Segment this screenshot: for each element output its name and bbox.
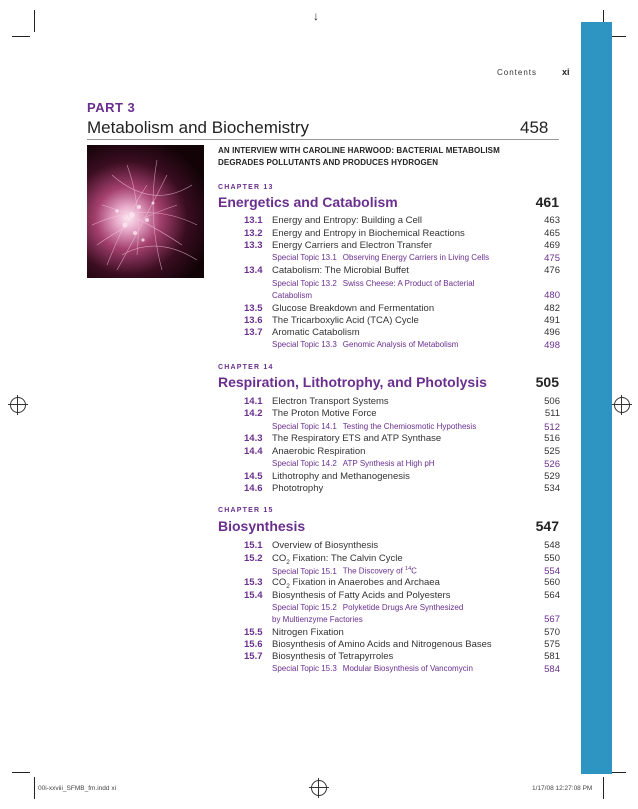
- section-number: 13.2: [244, 228, 263, 239]
- section-page: 469: [544, 240, 560, 251]
- section-page: 584: [544, 664, 560, 675]
- toc-entry: [244, 396, 560, 408]
- section-page: 506: [544, 396, 560, 407]
- section-title: Overview of Biosynthesis: [272, 540, 379, 551]
- special-topic-entry: [244, 253, 560, 265]
- section-page: 570: [544, 627, 560, 638]
- section-title: Aromatic Catabolism: [272, 327, 360, 338]
- section-number: 14.6: [244, 483, 263, 494]
- section-page: 512: [544, 422, 560, 433]
- running-header-contents: Contents: [497, 68, 538, 77]
- chapter-page: 461: [535, 194, 559, 210]
- toc-entry: [244, 590, 560, 602]
- toc-entry: [244, 315, 560, 327]
- section-page: 480: [544, 290, 560, 301]
- section-title: Glucose Breakdown and Fermentation: [272, 303, 435, 314]
- section-title: Nitrogen Fixation: [272, 627, 344, 638]
- special-topic-title-cont: by Multienzyme Factories: [272, 615, 363, 624]
- crop-mark: [34, 777, 35, 799]
- special-topic-label: Special Topic 13.2: [272, 279, 337, 288]
- interview-line: AN INTERVIEW WITH CAROLINE HARWOOD: BACTERIAL METABOLISM: [218, 146, 500, 155]
- toc-entry: [244, 627, 560, 639]
- section-title: Energy and Entropy in Biochemical Reactions: [272, 228, 465, 239]
- crop-mark: [34, 10, 35, 32]
- footer-file-slug: 00i-xxviii_SFMB_fm.indd xi: [38, 785, 117, 792]
- special-topic-label: Special Topic 15.2: [272, 603, 337, 612]
- registration-mark-icon: [10, 397, 26, 413]
- interview-line: DEGRADES POLLUTANTS AND PRODUCES HYDROGEN: [218, 158, 439, 167]
- special-topic-title: Testing the Chemiosmotic Hypothesis: [342, 422, 477, 431]
- section-page: 550: [544, 553, 560, 564]
- section-page: 581: [544, 651, 560, 662]
- section-number: 15.3: [244, 577, 263, 588]
- chapter-title: Respiration, Lithotrophy, and Photolysis: [218, 374, 487, 390]
- section-title: Phototrophy: [272, 483, 324, 494]
- section-title: The Respiratory ETS and ATP Synthase: [272, 433, 442, 444]
- special-topic-label: Special Topic 14.1: [272, 422, 337, 431]
- toc-entry: [244, 577, 560, 589]
- chapter-title: Biosynthesis: [218, 518, 306, 534]
- section-page: 476: [544, 265, 560, 276]
- section-page: 575: [544, 639, 560, 650]
- interview-title: [218, 145, 500, 169]
- special-topic-title: Observing Energy Carriers in Living Cells: [342, 253, 490, 262]
- registration-mark-icon: [614, 397, 630, 413]
- section-title: The Proton Motive Force: [272, 408, 377, 419]
- toc-entry: [244, 327, 560, 339]
- section-title: Lithotrophy and Methanogenesis: [272, 471, 410, 482]
- toc-entry: [244, 433, 560, 445]
- section-title: [272, 553, 403, 566]
- toc-entry: [244, 471, 560, 483]
- toc-entry: [244, 651, 560, 663]
- section-title: [272, 577, 440, 590]
- part-title: Metabolism and Biochemistry: [87, 118, 310, 137]
- crop-mark: [12, 36, 30, 37]
- section-title-rest: Fixation in Anaerobes and Archaea: [289, 577, 440, 588]
- toc-entry: [244, 408, 560, 420]
- toc-entry: [244, 228, 560, 240]
- special-topic-title: Modular Biosynthesis of Vancomycin: [342, 664, 473, 673]
- toc-entry: [244, 540, 560, 552]
- special-topic-entry: [244, 459, 560, 471]
- formula-subscript: 2: [286, 558, 290, 566]
- toc-entry: [244, 215, 560, 227]
- section-title: Energy Carriers and Electron Transfer: [272, 240, 432, 251]
- section-title: The Tricarboxylic Acid (TCA) Cycle: [272, 315, 419, 326]
- section-page: 463: [544, 215, 560, 226]
- section-page: 564: [544, 590, 560, 601]
- toc-entry: [244, 483, 560, 495]
- section-title: Energy and Entropy: Building a Cell: [272, 215, 422, 226]
- section-page: 511: [544, 408, 560, 419]
- special-topic-entry: [244, 279, 560, 303]
- section-number: 14.5: [244, 471, 263, 482]
- section-number: 15.7: [244, 651, 263, 662]
- section-number: 15.4: [244, 590, 263, 601]
- section-title-rest: Fixation: The Calvin Cycle: [289, 553, 403, 564]
- running-header-page-number: xi: [562, 67, 570, 77]
- toc-entry: [244, 303, 560, 315]
- footer-timestamp: 1/17/08 12:27:08 PM: [532, 785, 593, 792]
- section-title: Catabolism: The Microbial Buffet: [272, 265, 409, 276]
- special-topic-label: Special Topic 15.1: [272, 566, 337, 576]
- special-topic-title-rest: C: [411, 566, 417, 576]
- special-topic-label: Special Topic 13.1: [272, 253, 337, 262]
- micrograph-texture: [87, 145, 204, 278]
- special-topic-label: Special Topic 15.3: [272, 664, 337, 673]
- formula-co: CO: [272, 577, 287, 588]
- special-topic-title: Genomic Analysis of Metabolism: [342, 340, 459, 349]
- section-title: Biosynthesis of Tetrapyrroles: [272, 651, 394, 662]
- chapter-page: 505: [535, 374, 559, 390]
- special-topic-title: The Discovery of: [342, 566, 406, 576]
- section-number: 15.1: [244, 540, 263, 551]
- section-title: Biosynthesis of Amino Acids and Nitrogenous Bases: [272, 639, 492, 650]
- formula-co: CO: [272, 553, 287, 564]
- section-page: 491: [544, 315, 560, 326]
- part-label: PART 3: [87, 100, 136, 115]
- toc-entry: [244, 240, 560, 252]
- section-page: 548: [544, 540, 560, 551]
- section-number: 13.4: [244, 265, 263, 276]
- part-page: 458: [520, 118, 549, 137]
- crop-mark: [603, 777, 604, 799]
- section-page: 496: [544, 327, 560, 338]
- special-topic-title: ATP Synthesis at High pH: [342, 459, 435, 468]
- chapter-label: CHAPTER 15: [218, 507, 274, 514]
- chapter-label: CHAPTER 13: [218, 184, 274, 191]
- section-number: 15.2: [244, 553, 263, 564]
- section-number: 14.2: [244, 408, 263, 419]
- section-number: 14.4: [244, 446, 263, 457]
- special-topic-title: Polyketide Drugs Are Synthesized: [342, 603, 464, 612]
- toc-entry: [244, 639, 560, 651]
- toc-entry: [244, 553, 560, 565]
- section-number: 14.1: [244, 396, 263, 407]
- special-topic-title: Swiss Cheese: A Product of Bacterial: [342, 279, 475, 288]
- section-page: 482: [544, 303, 560, 314]
- section-number: 15.6: [244, 639, 263, 650]
- special-topic-title-cont: Catabolism: [272, 291, 313, 300]
- section-title: Electron Transport Systems: [272, 396, 389, 407]
- section-number: 13.5: [244, 303, 263, 314]
- section-number: 13.3: [244, 240, 263, 251]
- bacteria-micrograph-image: [87, 145, 204, 278]
- crop-mark: [12, 772, 30, 773]
- toc-entry: [244, 446, 560, 458]
- section-page: 475: [544, 253, 560, 264]
- section-page: 498: [544, 340, 560, 351]
- section-title: Biosynthesis of Fatty Acids and Polyesters: [272, 590, 451, 601]
- chapter-tab: [581, 22, 612, 774]
- section-number: 13.6: [244, 315, 263, 326]
- chapter-label: CHAPTER 14: [218, 364, 274, 371]
- section-page: 529: [544, 471, 560, 482]
- section-number: 13.1: [244, 215, 263, 226]
- chapter-page: 547: [535, 518, 559, 534]
- section-page: 465: [544, 228, 560, 239]
- registration-mark-icon: [311, 780, 327, 796]
- section-page: 526: [544, 459, 560, 470]
- special-topic-label: Special Topic 14.2: [272, 459, 337, 468]
- section-number: 14.3: [244, 433, 263, 444]
- special-topic-label: Special Topic 13.3: [272, 340, 337, 349]
- special-topic-entry: [244, 664, 560, 676]
- section-page: 567: [544, 614, 560, 625]
- section-page: 516: [544, 433, 560, 444]
- section-number: 13.7: [244, 327, 263, 338]
- special-topic-entry: [244, 340, 560, 352]
- section-title: Anaerobic Respiration: [272, 446, 366, 457]
- section-page: 525: [544, 446, 560, 457]
- isotope-superscript: 14: [405, 566, 412, 572]
- top-arrow-icon: ↓: [313, 9, 319, 23]
- section-page: 560: [544, 577, 560, 588]
- section-number: 15.5: [244, 627, 263, 638]
- formula-subscript: 2: [286, 582, 290, 590]
- section-page: 534: [544, 483, 560, 494]
- special-topic-entry: [244, 603, 560, 627]
- section-page: 554: [544, 566, 560, 577]
- part-rule: [87, 139, 559, 140]
- chapter-title: Energetics and Catabolism: [218, 194, 398, 210]
- toc-entry: [244, 265, 560, 277]
